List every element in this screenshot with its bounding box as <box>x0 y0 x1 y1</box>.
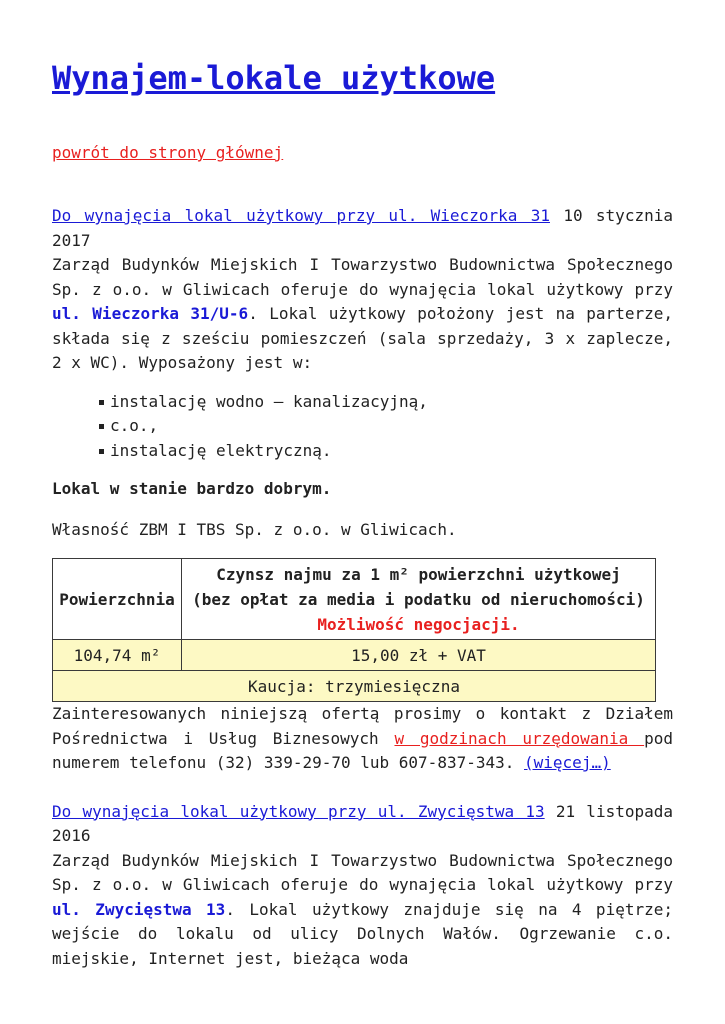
equipment-list <box>52 390 673 464</box>
condition-text: Lokal w stanie bardzo dobrym. <box>52 479 332 498</box>
list-item: instalację wodno – kanalizacyjną, <box>98 390 673 415</box>
street-address: ul. Zwycięstwa 13 <box>52 899 226 919</box>
list-item: c.o., <box>98 414 673 439</box>
post-intro-text: Zarząd Budynków Miejskich I Towarzystwo Budownictwa Społecznego Sp. z o.o. w Gliwicach oferuje do wynajęcia lokal użytkowy przy <box>52 850 673 894</box>
post-body <box>52 800 673 972</box>
post-title-link[interactable]: Do wynajęcia lokal użytkowy przy ul. Wieczorka 31 <box>52 206 550 225</box>
area-value: 104,74 m² <box>53 640 182 671</box>
post-body <box>52 204 673 376</box>
negotiation-note: Możliwość negocjacji. <box>317 614 520 634</box>
rent-header <box>182 559 656 640</box>
back-to-home-link[interactable]: powrót do strony głównej <box>52 143 284 162</box>
post-intro-text-2: . Lokal użytkowy znajduje się na 4 piętrze; wejście do lokalu od ulicy Dolnych Wałów. Ogrzewanie c.o. miejskie, Internet jest, bieżąca woda <box>52 899 673 968</box>
post-date: 10 stycznia 2017 <box>52 206 673 250</box>
back-link-row <box>52 142 673 164</box>
post-date: 21 listopada 2016 <box>52 801 674 845</box>
read-more-link[interactable]: (więcej…) <box>524 753 611 772</box>
contact-text-a: Zainteresowanych niniejszą ofertą prosimy o kontakt z Działem Pośrednictwa i Usług Biznesowych <box>52 704 673 748</box>
post-wieczorka <box>52 204 673 776</box>
street-address: ul. Wieczorka 31/U-6 <box>52 304 249 323</box>
page-title <box>52 0 673 98</box>
table-row <box>53 671 656 702</box>
rent-header-line2: (bez opłat za media i podatku od nieruchomości) <box>192 589 645 609</box>
page-title-link[interactable]: Wynajem-lokale użytkowe <box>52 59 496 97</box>
contact-text <box>52 702 673 776</box>
contact-text-b: pod numerem telefonu (32) 339-29-70 lub 607-837-343. <box>52 728 673 772</box>
list-item: instalację elektryczną. <box>98 439 673 464</box>
rent-value: 15,00 zł + VAT <box>182 640 656 671</box>
rent-table <box>52 558 656 702</box>
deposit-value: Kaucja: trzymiesięczna <box>53 671 656 702</box>
post-title-link[interactable]: Do wynajęcia lokal użytkowy przy ul. Zwycięstwa 13 <box>52 801 545 821</box>
post-intro-text: Zarząd Budynków Miejskich I Towarzystwo Budownictwa Społecznego Sp. z o.o. w Gliwicach oferuje do wynajęcia lokal użytkowy przy <box>52 255 673 299</box>
office-hours-link[interactable]: w godzinach urzędowania <box>394 728 645 748</box>
ownership-text: Własność ZBM I TBS Sp. z o.o. w Gliwicach. <box>52 519 457 539</box>
table-header-row <box>53 559 656 640</box>
rent-header-line1: Czynsz najmu za 1 m² powierzchni użytkowej <box>216 564 621 584</box>
post-intro-text-2: . Lokal użytkowy położony jest na parterze, składa się z sześciu pomieszczeń (sala sprzedaży, 3 x zaplecze, 2 x WC). Wyposażony jest w: <box>52 304 673 372</box>
post-zwyciestwa <box>52 800 673 972</box>
area-header: Powierzchnia <box>53 559 182 640</box>
table-row <box>53 640 656 671</box>
